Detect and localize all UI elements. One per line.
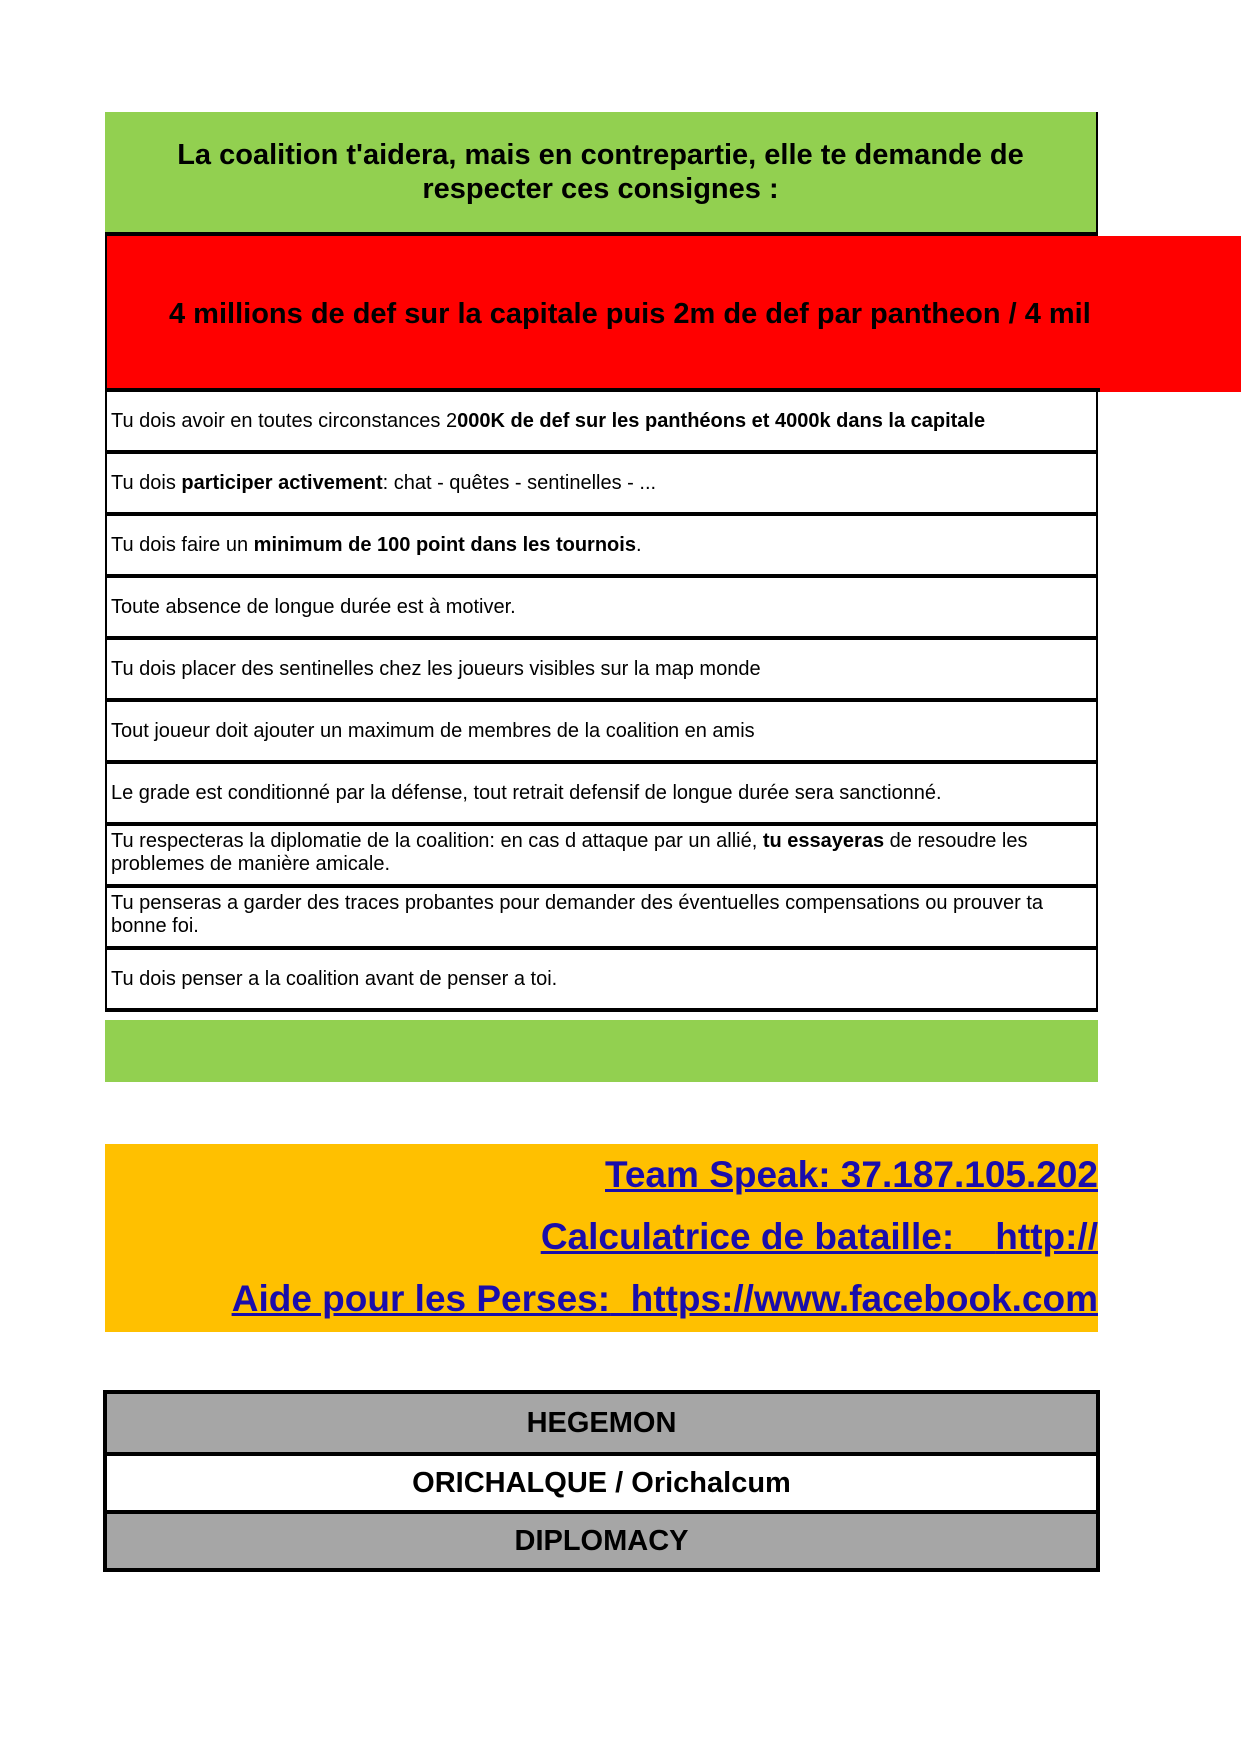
defense-requirement-banner xyxy=(105,236,1241,392)
calculatrice-url[interactable]: http:// xyxy=(995,1216,1098,1257)
alliance-row-diplomacy: DIPLOMACY xyxy=(107,1510,1096,1568)
header-line-2: respecter ces consignes : xyxy=(422,173,779,205)
rule-item: Tu penseras a garder des traces probantes pour demander des éventuelles compensations ou prouver ta bonne foi. xyxy=(105,888,1098,950)
rule-item: Tu respecteras la diplomatie de la coalition: en cas d attaque par un allié, tu essayeras de resoudre les problemes de manière amicale. xyxy=(105,826,1098,888)
alliance-row-orichalque: ORICHALQUE / Orichalcum xyxy=(107,1452,1096,1510)
coalition-header xyxy=(105,112,1098,236)
rule-item: Tu dois participer activement: chat - quêtes - sentinelles - ... xyxy=(105,454,1098,516)
rule-item: Tu dois placer des sentinelles chez les joueurs visibles sur la map monde xyxy=(105,640,1098,702)
links-panel xyxy=(105,1144,1098,1332)
rules-list xyxy=(105,392,1098,1012)
rule-item: Tu dois faire un minimum de 100 point dans les tournois. xyxy=(105,516,1098,578)
rules-footer-bar xyxy=(105,1020,1098,1082)
rule-item: Le grade est conditionné par la défense, tout retrait defensif de longue durée sera sanctionné. xyxy=(105,764,1098,826)
alliance-table xyxy=(103,1390,1100,1572)
aide-perses-link[interactable]: Aide pour les Perses: https://www.facebook.com xyxy=(231,1278,1098,1319)
aide-perses-url[interactable]: https://www.facebook.com xyxy=(630,1278,1098,1319)
banner-text: 4 millions de def sur la capitale puis 2m de def par pantheon / 4 mil xyxy=(169,297,1091,330)
rule-item: Tout joueur doit ajouter un maximum de membres de la coalition en amis xyxy=(105,702,1098,764)
alliance-row-hegemon: HEGEMON xyxy=(107,1394,1096,1452)
calculatrice-link[interactable]: Calculatrice de bataille: http:// xyxy=(540,1216,1098,1257)
rule-item: Tu dois avoir en toutes circonstances 2000K de def sur les panthéons et 4000k dans la capitale xyxy=(105,392,1098,454)
rule-item: Toute absence de longue durée est à motiver. xyxy=(105,578,1098,640)
teamspeak-link[interactable]: Team Speak: 37.187.105.202 xyxy=(605,1154,1098,1195)
header-line-1: La coalition t'aidera, mais en contrepartie, elle te demande de xyxy=(177,139,1024,171)
rule-item: Tu dois penser a la coalition avant de penser a toi. xyxy=(105,950,1098,1012)
